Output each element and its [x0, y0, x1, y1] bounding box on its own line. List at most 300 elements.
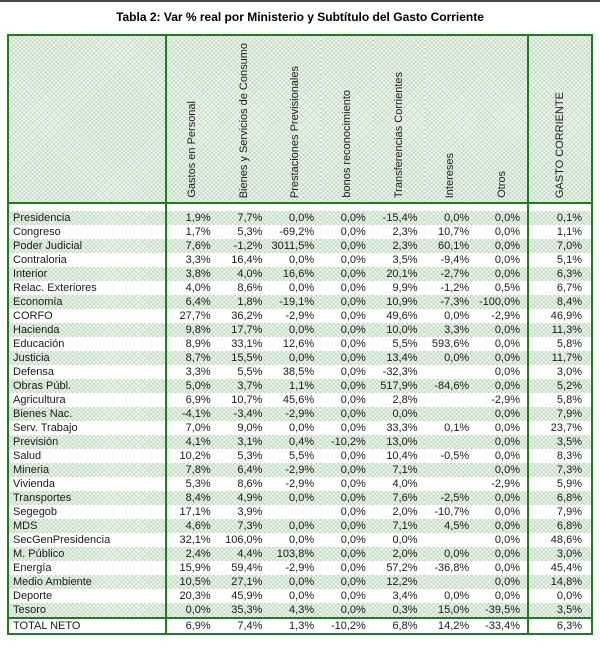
value-cell: 7,1%: [373, 519, 425, 533]
value-cell: -36,8%: [434, 562, 470, 574]
value-cell: 0,0%: [444, 590, 470, 602]
value-cell: 0,0%: [289, 590, 315, 602]
value-cell: 0,0%: [476, 211, 528, 225]
value-cell: -0,5%: [440, 450, 470, 462]
value-cell: 48,6%: [528, 533, 592, 547]
value-cell: 9,0%: [237, 422, 263, 434]
value-cell: -2,7%: [425, 267, 477, 281]
value-cell: 3,5%: [528, 435, 592, 449]
value-cell: 45,4%: [528, 561, 592, 575]
value-cell: 5,5%: [289, 450, 315, 462]
table-row: [8, 295, 592, 309]
table-row: [8, 533, 592, 547]
value-cell: 6,4%: [218, 463, 270, 477]
value-cell: 0,0%: [373, 407, 425, 421]
value-cell: 0,0%: [269, 575, 321, 589]
ministry-name: Vivienda: [8, 477, 166, 491]
value-cell: -2,9%: [269, 407, 321, 421]
column-header-label: Gastos en Personal: [186, 101, 199, 198]
column-header-intereses: [425, 35, 477, 203]
value-cell: 1,1%: [528, 225, 592, 239]
value-cell: 7,1%: [373, 463, 425, 477]
value-cell: 3011,5%: [269, 239, 321, 253]
value-cell: 0,0%: [289, 422, 315, 434]
value-cell: 7,9%: [528, 505, 592, 519]
value-cell: 0,0%: [269, 519, 321, 533]
value-cell: 2,3%: [373, 239, 425, 253]
table-row: [8, 477, 592, 491]
column-header-otros: [476, 35, 528, 203]
value-cell: 10,7%: [231, 394, 263, 406]
table-row: [8, 575, 592, 589]
column-header-label: Prestaciones Previsionales: [289, 65, 302, 198]
value-cell: 0,0%: [476, 491, 528, 505]
value-cell: 0,0%: [269, 351, 321, 365]
value-cell: [425, 533, 477, 547]
value-cell: 45,6%: [282, 394, 315, 406]
value-cell: 60,1%: [425, 239, 477, 253]
value-cell: 2,0%: [373, 547, 425, 561]
value-cell: 10,4%: [386, 450, 418, 462]
value-cell: 8,6%: [237, 478, 263, 490]
value-cell: 8,3%: [528, 449, 592, 463]
value-cell: 3,3%: [425, 323, 477, 337]
value-cell: 0,0%: [494, 506, 520, 518]
value-cell: 10,7%: [438, 226, 470, 238]
value-cell: -2,9%: [285, 478, 315, 490]
value-cell: 2,4%: [166, 547, 218, 561]
value-cell: -15,4%: [373, 211, 425, 225]
value-cell: 0,3%: [373, 603, 425, 618]
value-cell: [425, 477, 477, 491]
value-cell: 0,0%: [494, 534, 520, 546]
value-cell: 5,5%: [237, 366, 263, 378]
value-cell: 15,0%: [425, 603, 477, 618]
value-cell: 0,0%: [340, 506, 366, 518]
value-cell: 0,0%: [476, 519, 528, 533]
spacer-row: [8, 203, 592, 211]
value-cell: 3,0%: [528, 365, 592, 379]
value-cell: 13,4%: [373, 351, 425, 365]
value-cell: 20,3%: [179, 590, 211, 602]
value-cell: 106,0%: [225, 534, 263, 546]
value-cell: 46,9%: [528, 309, 592, 323]
table-row: [8, 547, 592, 561]
value-cell: 7,6%: [166, 239, 218, 253]
value-cell: 35,3%: [218, 603, 270, 618]
value-cell: 8,4%: [528, 295, 592, 309]
value-cell: [425, 435, 477, 449]
value-cell: -69,2%: [279, 226, 315, 238]
value-cell: 0,0%: [340, 226, 366, 238]
table-row: [8, 435, 592, 449]
ministry-name: Hacienda: [8, 323, 166, 337]
value-cell: 3,0%: [528, 547, 592, 561]
value-cell: 0,0%: [340, 534, 366, 546]
value-cell: 0,0%: [340, 366, 366, 378]
value-cell: 4,6%: [166, 519, 218, 533]
value-cell: -10,2%: [321, 435, 373, 449]
value-cell: 4,9%: [218, 491, 270, 505]
value-cell: 10,0%: [373, 323, 425, 337]
value-cell: 0,0%: [321, 323, 373, 337]
value-cell: 8,7%: [166, 351, 218, 365]
value-cell: 0,0%: [269, 491, 321, 505]
column-header-label: Transferencias Corrientes: [392, 71, 405, 198]
value-cell: 9,9%: [392, 282, 418, 294]
table-row: [8, 281, 592, 295]
ministry-expense-table: [7, 34, 593, 635]
ministry-name: Transportes: [8, 491, 166, 505]
value-cell: 5,8%: [528, 393, 592, 407]
value-cell: 7,8%: [166, 463, 218, 477]
value-cell: 0,0%: [494, 590, 520, 602]
value-cell: -2,9%: [491, 310, 520, 322]
table-row: [8, 393, 592, 407]
value-cell: 6,8%: [528, 519, 592, 533]
column-header-gasto-corriente: [528, 35, 592, 203]
value-cell: 0,0%: [494, 450, 520, 462]
ministry-name: Energía: [8, 561, 166, 575]
value-cell: 5,2%: [528, 379, 592, 393]
value-cell: 11,3%: [528, 323, 592, 337]
value-cell: 59,4%: [231, 562, 263, 574]
value-cell: -3,4%: [218, 407, 270, 421]
table-row: [8, 449, 592, 463]
value-cell: 17,7%: [218, 323, 270, 337]
value-cell: 0,0%: [528, 589, 592, 603]
ministry-name: Contraloria: [8, 253, 166, 267]
ministry-name: Obras Públ.: [8, 379, 166, 393]
value-cell: 0,0%: [321, 267, 373, 281]
value-cell: [425, 575, 477, 589]
value-cell: 0,0%: [340, 394, 366, 406]
value-cell: 57,2%: [386, 562, 418, 574]
value-cell: 0,0%: [340, 422, 366, 434]
value-cell: 5,1%: [528, 253, 592, 267]
value-cell: -1,2%: [440, 282, 470, 294]
value-cell: 7,0%: [185, 422, 211, 434]
value-cell: 0,0%: [321, 547, 373, 561]
value-cell: 27,7%: [179, 310, 211, 322]
value-cell: 0,5%: [494, 282, 520, 294]
ministry-name: M. Público: [8, 547, 166, 561]
value-cell: 3,7%: [218, 379, 270, 393]
value-cell: 0,0%: [321, 211, 373, 225]
value-cell: -19,1%: [269, 295, 321, 309]
value-cell: 33,3%: [386, 422, 418, 434]
value-cell: [425, 407, 477, 421]
value-cell: 0,0%: [476, 435, 528, 449]
value-cell: [269, 505, 321, 519]
table-row: [8, 211, 592, 225]
total-value-cell: -10,2%: [321, 618, 373, 634]
ministry-name: Economía: [8, 295, 166, 309]
value-cell: 27,1%: [218, 575, 270, 589]
column-header-label: Otros: [495, 171, 508, 198]
value-cell: 12,6%: [282, 338, 315, 350]
value-cell: [425, 393, 477, 407]
value-cell: 10,5%: [166, 575, 218, 589]
total-row: [8, 618, 592, 634]
value-cell: 0,0%: [425, 211, 477, 225]
value-cell: 0,0%: [321, 575, 373, 589]
value-cell: 0,0%: [321, 519, 373, 533]
value-cell: 6,8%: [528, 491, 592, 505]
value-cell: 0,0%: [340, 478, 366, 490]
value-cell: 0,0%: [340, 590, 366, 602]
value-cell: -2,9%: [285, 562, 315, 574]
ministry-name: Tesoro: [8, 603, 166, 618]
total-value-cell: 6,9%: [166, 618, 218, 634]
value-cell: 0,0%: [321, 603, 373, 618]
column-header-bienes-servicios: [218, 35, 270, 203]
value-cell: 10,9%: [373, 295, 425, 309]
value-cell: 0,0%: [289, 534, 315, 546]
value-cell: 6,4%: [166, 295, 218, 309]
value-cell: 20,1%: [373, 267, 425, 281]
value-cell: 38,5%: [282, 366, 315, 378]
ministry-name: Poder Judicial: [8, 239, 166, 253]
value-cell: 0,0%: [494, 254, 520, 266]
column-header-transferencias: [373, 35, 425, 203]
value-cell: 1,9%: [166, 211, 218, 225]
value-cell: 0,0%: [444, 310, 470, 322]
value-cell: 0,0%: [476, 463, 528, 477]
value-cell: 0,0%: [476, 575, 528, 589]
ministry-name: Mineria: [8, 463, 166, 477]
column-header-bonos: [321, 35, 373, 203]
value-cell: 4,0%: [218, 267, 270, 281]
value-cell: 0,0%: [340, 450, 366, 462]
value-cell: [425, 365, 477, 379]
value-cell: 3,5%: [392, 254, 418, 266]
value-cell: 0,0%: [494, 366, 520, 378]
ministry-name: Relac. Exteriores: [8, 281, 166, 295]
value-cell: 0,0%: [269, 323, 321, 337]
value-cell: -84,6%: [425, 379, 477, 393]
value-cell: 0,4%: [269, 435, 321, 449]
value-cell: 0,0%: [321, 463, 373, 477]
value-cell: 103,8%: [269, 547, 321, 561]
column-header-label: GASTO CORRIENTE: [554, 91, 566, 198]
total-value-cell: 6,8%: [373, 618, 425, 634]
total-value-cell: -33,4%: [476, 618, 528, 634]
value-cell: 8,9%: [185, 338, 211, 350]
value-cell: [425, 463, 477, 477]
value-cell: 0,0%: [321, 295, 373, 309]
value-cell: 1,7%: [185, 226, 211, 238]
value-cell: 593,6%: [431, 338, 470, 350]
header-row: [8, 35, 592, 203]
value-cell: 9,8%: [166, 323, 218, 337]
value-cell: 0,0%: [425, 351, 477, 365]
value-cell: 3,8%: [166, 267, 218, 281]
value-cell: -100,0%: [476, 295, 528, 309]
value-cell: 7,3%: [528, 463, 592, 477]
value-cell: 0,0%: [476, 351, 528, 365]
value-cell: 6,9%: [185, 394, 211, 406]
table-row: [8, 505, 592, 519]
ministry-name: CORFO: [8, 309, 166, 323]
value-cell: 5,9%: [528, 477, 592, 491]
ministry-name: Bienes Nac.: [8, 407, 166, 421]
value-cell: -2,9%: [491, 394, 520, 406]
value-cell: 0,0%: [289, 254, 315, 266]
value-cell: 15,9%: [179, 562, 211, 574]
value-cell: 8,6%: [237, 282, 263, 294]
value-cell: 16,6%: [269, 267, 321, 281]
value-cell: 0,0%: [321, 491, 373, 505]
table-row: [8, 253, 592, 267]
ministry-name: SecGenPresidencia: [8, 533, 166, 547]
table-row: [8, 561, 592, 575]
value-cell: -1,2%: [218, 239, 270, 253]
column-header-gastos-personal: [166, 35, 218, 203]
value-cell: 15,5%: [218, 351, 270, 365]
value-cell: 2,8%: [392, 394, 418, 406]
value-cell: 5,3%: [237, 226, 263, 238]
ministry-name: Agricultura: [8, 393, 166, 407]
table-row: [8, 491, 592, 505]
ministry-name: Presidencia: [8, 211, 166, 225]
value-cell: 0,0%: [166, 603, 218, 618]
value-cell: 49,6%: [386, 310, 418, 322]
value-cell: 0,0%: [425, 547, 477, 561]
value-cell: 5,5%: [392, 338, 418, 350]
value-cell: -9,4%: [440, 254, 470, 266]
value-cell: 0,1%: [528, 211, 592, 225]
ministry-name: Medio Ambiente: [8, 575, 166, 589]
table-row: [8, 407, 592, 421]
value-cell: -4,1%: [166, 407, 218, 421]
value-cell: 0,0%: [494, 562, 520, 574]
value-cell: 0,0%: [392, 534, 418, 546]
total-label: TOTAL NETO: [8, 618, 166, 634]
total-value-cell: 14,2%: [425, 618, 477, 634]
value-cell: 4,0%: [185, 282, 211, 294]
value-cell: 3,9%: [237, 506, 263, 518]
value-cell: 1,1%: [269, 379, 321, 393]
table-row: [8, 309, 592, 323]
value-cell: 6,7%: [528, 281, 592, 295]
value-cell: 16,4%: [231, 254, 263, 266]
value-cell: -39,5%: [476, 603, 528, 618]
value-cell: 10,2%: [179, 450, 211, 462]
value-cell: 3,3%: [185, 254, 211, 266]
column-header-label: Bienes y Servicios de Consumo: [237, 42, 250, 198]
value-cell: 33,1%: [231, 338, 263, 350]
ministry-name: Serv. Trabajo: [8, 421, 166, 435]
ministry-name: Defensa: [8, 365, 166, 379]
value-cell: 0,0%: [476, 547, 528, 561]
value-cell: -7,3%: [425, 295, 477, 309]
value-cell: 13,0%: [373, 435, 425, 449]
value-cell: -2,5%: [425, 491, 477, 505]
column-header-label: bonos reconocimiento: [340, 90, 353, 198]
column-header-label: Intereses: [444, 152, 457, 198]
value-cell: 0,1%: [444, 422, 470, 434]
value-cell: 517,9%: [373, 379, 425, 393]
value-cell: 5,8%: [528, 337, 592, 351]
value-cell: 0,0%: [321, 239, 373, 253]
ministry-name: Educación: [8, 337, 166, 351]
value-cell: 5,3%: [185, 478, 211, 490]
value-cell: -2,9%: [269, 463, 321, 477]
table-row: [8, 351, 592, 365]
value-cell: 7,6%: [373, 491, 425, 505]
value-cell: 0,0%: [340, 562, 366, 574]
table-row: [8, 421, 592, 435]
value-cell: 2,3%: [392, 226, 418, 238]
value-cell: 7,7%: [218, 211, 270, 225]
total-value-cell: 6,3%: [528, 618, 592, 634]
ministry-name: Segegob: [8, 505, 166, 519]
ministry-name: Interior: [8, 267, 166, 281]
value-cell: 0,0%: [340, 310, 366, 322]
value-cell: -10,7%: [434, 506, 470, 518]
table-row: [8, 239, 592, 253]
value-cell: 0,0%: [494, 338, 520, 350]
value-cell: 4,0%: [392, 478, 418, 490]
table-row: [8, 379, 592, 393]
value-cell: 0,0%: [269, 211, 321, 225]
value-cell: 6,3%: [528, 267, 592, 281]
value-cell: 0,0%: [321, 351, 373, 365]
value-cell: 3,5%: [528, 603, 592, 618]
value-cell: 1,8%: [218, 295, 270, 309]
table-row: [8, 365, 592, 379]
value-cell: 23,7%: [528, 421, 592, 435]
ministry-name: Previsión: [8, 435, 166, 449]
ministry-column-header: [8, 35, 166, 203]
value-cell: 36,2%: [231, 310, 263, 322]
page-top-edge: [0, 0, 600, 2]
table-row: [8, 337, 592, 351]
value-cell: 5,3%: [237, 450, 263, 462]
total-value-cell: 7,4%: [218, 618, 270, 634]
value-cell: -2,9%: [491, 478, 520, 490]
total-value-cell: 1,3%: [269, 618, 321, 634]
value-cell: 0,0%: [321, 407, 373, 421]
value-cell: 14,8%: [528, 575, 592, 589]
ministry-name: Salud: [8, 449, 166, 463]
value-cell: 4,4%: [218, 547, 270, 561]
value-cell: 8,4%: [166, 491, 218, 505]
table-row: [8, 463, 592, 477]
value-cell: 45,9%: [231, 590, 263, 602]
value-cell: 4,3%: [269, 603, 321, 618]
table-row: [8, 323, 592, 337]
table-row: [8, 603, 592, 618]
table-row: [8, 267, 592, 281]
value-cell: 4,5%: [425, 519, 477, 533]
ministry-name: Justicia: [8, 351, 166, 365]
value-cell: 7,3%: [218, 519, 270, 533]
value-cell: 11,7%: [528, 351, 592, 365]
value-cell: 0,0%: [494, 422, 520, 434]
value-cell: 0,0%: [340, 254, 366, 266]
table-body: [8, 203, 592, 634]
value-cell: 0,0%: [340, 338, 366, 350]
value-cell: 7,0%: [528, 239, 592, 253]
value-cell: 0,0%: [494, 226, 520, 238]
value-cell: 0,0%: [476, 379, 528, 393]
table-row: [8, 519, 592, 533]
ministry-name: Congreso: [8, 225, 166, 239]
value-cell: 0,0%: [340, 282, 366, 294]
ministry-name: MDS: [8, 519, 166, 533]
